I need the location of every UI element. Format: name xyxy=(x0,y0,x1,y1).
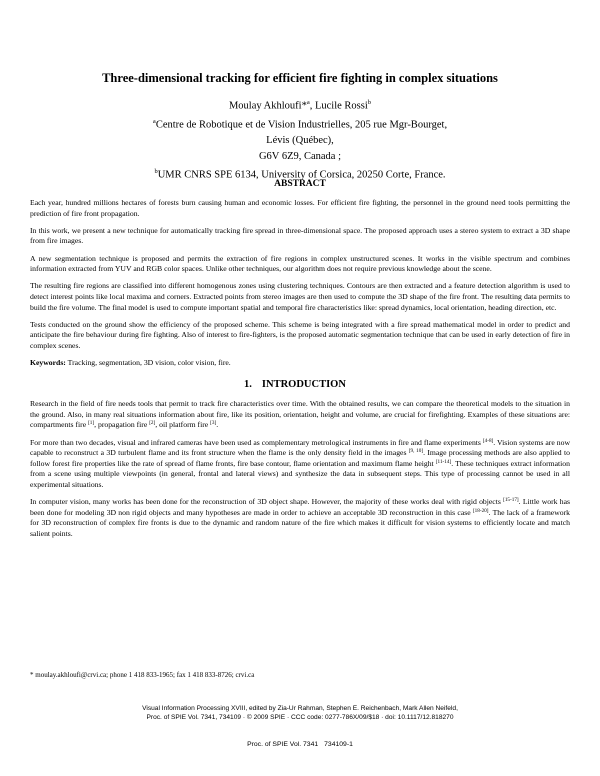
paper-body xyxy=(30,198,570,546)
corresponding-author-footnote: * moulay.akhloufi@crvi.ca; phone 1 418 833-1965; fax 1 418 833-8726; crvi.ca xyxy=(30,671,255,679)
citation: [18-20] xyxy=(472,507,489,514)
affiliation-a-line1: Centre de Robotique et de Vision Industrielles, 205 rue Mgr-Bourget, Lévis (Québec), xyxy=(155,119,448,146)
affiliation-a-line2: G6V 6Z9, Canada ; xyxy=(258,150,342,162)
affiliation-b-line: UMR CNRS SPE 6134, University of Corsica, 20250 Corte, France. xyxy=(157,169,446,181)
keywords-label: Keywords: xyxy=(30,358,66,368)
citation: [15-17] xyxy=(503,497,519,504)
author-1: Moulay Akhloufi* xyxy=(228,100,307,112)
author-2-affil-mark: b xyxy=(367,99,372,106)
section-heading-introduction xyxy=(30,380,570,391)
author-block xyxy=(150,95,450,183)
page-number: 734109-1 xyxy=(324,741,353,748)
citation: [9, 10] xyxy=(408,448,424,455)
keywords xyxy=(30,358,570,369)
publication-info xyxy=(0,705,600,722)
intro-paragraph: For more than two decades, visual and infrared cameras have been used as complementary metrological instruments in fire and flame experiments [4-8]. Vision systems are now capable to reconstruct a 3D turbulent flame and its front structure when the flame is the only density field in the images [9, 10]. Image processing methods are also applied to follow forest fire properties like the rate of spread of flame fronts, fire base contour, flame orientation and maximum flame height [11-14]. These techniques extract information from a scene using multiple viewpoints (in general, frontal and lateral views) and synthesize the data in subsequent steps. This type of processing cannot be used in all experimental situations. xyxy=(30,437,570,490)
author-names xyxy=(150,95,450,114)
abstract-paragraph: Tests conducted on the ground show the efficiency of the proposed scheme. This scheme is being integrated with a fire spread mathematical model in order to predict and anticipate the fire behaviour during fire fighting. Also of interest to fire-fighters, is the proposed automatic segmentation technique that can be used in early detection of fire in complex scenes. xyxy=(30,319,570,350)
citation: [11-14] xyxy=(435,458,452,465)
publication-info-line2: Proc. of SPIE Vol. 7341, 734109 · © 2009 SPIE · CCC code: 0277-786X/09/$18 · doi: 10.1117/12.818270 xyxy=(146,713,454,721)
abstract-paragraph: In this work, we present a new technique for automatically tracking fire spread in three-dimensional space. The proposed approach uses a stereo system to extract a 3D shape from fire images. xyxy=(30,225,570,246)
citation: [3] xyxy=(210,420,217,427)
publication-info-line1: Visual Information Processing XVIII, edited by Zia-Ur Rahman, Stephen E. Reichenbach, Mark Allen Neifeld, xyxy=(142,705,458,712)
author-2: , Lucile Rossi xyxy=(309,100,368,112)
section-number: 1. xyxy=(244,378,252,390)
intro-paragraph: Research in the field of fire needs tools that permit to track fire characteristics over time. With the obtained results, we can compare the theoretical models to the situation in the ground. Also, in many real situations information about fire, like its position, orientation, height and volume, are crucial for firefighting. Examples of these situations are: compartments fire [1], propagation fire [2], oil platform fire [3]. xyxy=(30,399,570,430)
affiliation-a xyxy=(150,114,450,149)
page-footer xyxy=(0,741,600,748)
section-title: INTRODUCTION xyxy=(261,378,346,390)
abstract-paragraph: Each year, hundred millions hectares of forests burn causing human and economic losses. For efficient fire fighting, the personnel in the ground need tools permitting the prediction of fire front propagation. xyxy=(30,198,570,218)
abstract-heading: ABSTRACT xyxy=(274,179,326,189)
citation: [2] xyxy=(149,420,156,427)
paper-title: Three-dimensional tracking for efficient fire fighting in complex situations xyxy=(102,71,498,85)
citation: [1] xyxy=(88,420,95,427)
citation: [4-8] xyxy=(482,437,494,444)
affiliation-a-mark: a xyxy=(152,118,156,125)
affiliation-b-mark: b xyxy=(154,168,158,175)
abstract-paragraph: The resulting fire regions are classified into different homogenous zones using clustering techniques. Contours are then extracted and a feature detection algorithm is used to detect interest points like local maxima and corners. Extracted points from stereo images are then used to compute the 3D shape of the fire front. The resulting data permits to build the fire volume. The final model is used to compute important spatial and temporal fire characteristics like: spread dynamics, local orientation, heading direction, etc. xyxy=(30,281,570,312)
author-1-affil-mark: a xyxy=(306,99,310,106)
intro-paragraph: In computer vision, many works has been done for the reconstruction of 3D object shape. However, the majority of these works deal with rigid objects [15-17]. Little work has been done for modeling 3D non rigid objects and many hypotheses are made in order to achieve an acceptable 3D reconstruction in this case [18-20]. The lack of a framework for 3D reconstruction of complex fire fronts is due to the dynamic and random nature of the fire which makes it difficult for vision systems to efficiently locate and match salient points. xyxy=(30,497,571,538)
abstract-paragraph: A new segmentation technique is proposed and permits the extraction of fire regions in complex unstructured scenes. It works in the visible spectrum and combines information extracted from YUV and RGB color spaces. Unlike other techniques, our algorithm does not require previous knowledge about the scene. xyxy=(30,253,570,274)
keywords-list: Tracking, segmentation, 3D vision, color vision, fire. xyxy=(67,358,231,368)
page-footer-label: Proc. of SPIE Vol. 7341 xyxy=(247,741,319,748)
